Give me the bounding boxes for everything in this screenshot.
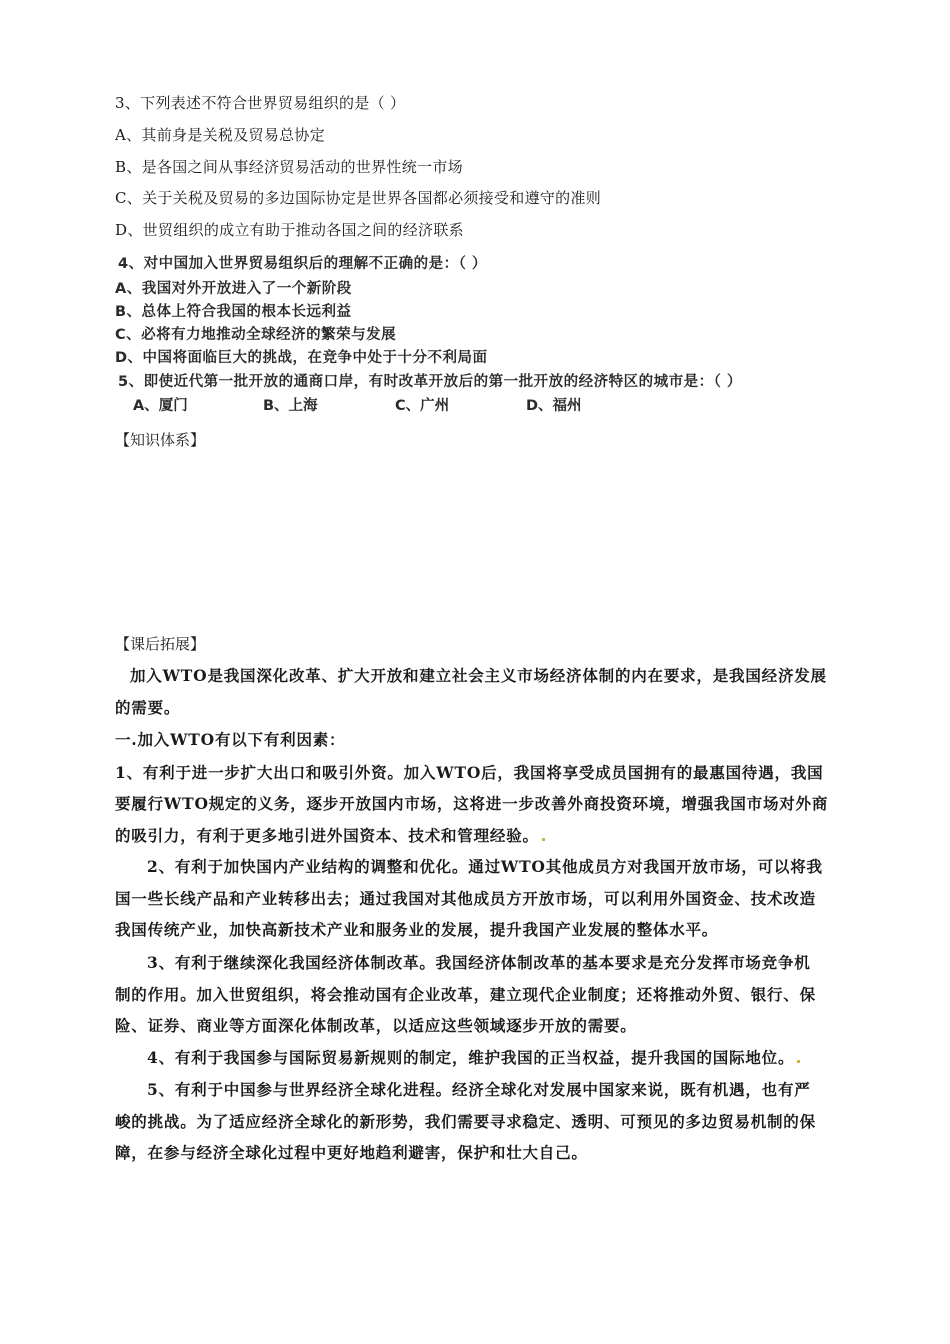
extension-point-1-line: 要履行WTO规定的义务，逐步开放国内市场，这将进一步改善外商投资环境，增强我国市场对外商 xyxy=(115,794,829,813)
question-3-option-c: C、关于关税及贸易的多边国际协定是世界各国都必须接受和遵守的准则 xyxy=(115,189,602,207)
question-3-option-a: A、其前身是关税及贸易总协定 xyxy=(115,126,326,144)
extension-point-2-line: 我国传统产业，加快高新技术产业和服务业的发展，提升我国产业发展的整体水平。 xyxy=(115,920,719,939)
extension-point-3-line: 险、证券、商业等方面深化体制改革，以适应这些领域逐步开放的需要。 xyxy=(115,1016,637,1035)
question-5-option-a: A、厦门 xyxy=(133,398,188,414)
question-4-stem: 4、对中国加入世界贸易组织后的理解不正确的是：（ ） xyxy=(118,256,487,272)
mark-dot xyxy=(542,838,545,841)
extension-point-4-line: 4、有利于我国参与国际贸易新规则的制定，维护我国的正当权益，提升我国的国际地位。 xyxy=(147,1046,800,1068)
question-4-option-a: A、我国对外开放进入了一个新阶段 xyxy=(115,281,352,297)
question-3-stem: 3、下列表述不符合世界贸易组织的是（ ） xyxy=(115,94,406,112)
extension-heading: 【课后拓展】 xyxy=(115,635,206,653)
extension-point-5-line: 峻的挑战。为了适应经济全球化的新形势，我们需要寻求稳定、透明、可预见的多边贸易机制的保 xyxy=(115,1112,816,1131)
question-4-option-c: C、必将有力地推动全球经济的繁荣与发展 xyxy=(115,327,397,343)
extension-paragraph-line: 的需要。 xyxy=(115,698,181,717)
extension-point-2-line: 国一些长线产品和产业转移出去；通过我国对其他成员方开放市场，可以利用外国资金、技术改造 xyxy=(115,889,816,908)
extension-point-1-line: 的吸引力，有利于更多地引进外国资本、技术和管理经验。 xyxy=(115,824,545,846)
extension-paragraph-line: 加入WTO是我国深化改革、扩大开放和建立社会主义市场经济体制的内在要求，是我国经济发展 xyxy=(130,666,827,685)
extension-point-5-line: 5、有利于中国参与世界经济全球化进程。经济全球化对发展中国家来说，既有机遇，也有严 xyxy=(147,1080,811,1099)
extension-subheading: 一.加入WTO有以下有利因素： xyxy=(115,730,346,749)
question-3-option-b: B、是各国之间从事经济贸易活动的世界性统一市场 xyxy=(115,158,463,176)
question-5-stem: 5、即使近代第一批开放的通商口岸，有时改革开放后的第一批开放的经济特区的城市是：（ ） xyxy=(118,374,742,390)
question-4-option-b: B、总体上符合我国的根本长远利益 xyxy=(115,304,352,320)
question-4-option-d: D、中国将面临巨大的挑战，在竞争中处于十分不利局面 xyxy=(115,350,488,366)
knowledge-system-heading: 【知识体系】 xyxy=(115,431,206,449)
extension-point-1-line: 1、有利于进一步扩大出口和吸引外资。加入WTO后，我国将享受成员国拥有的最惠国待遇，我国 xyxy=(115,763,824,782)
question-3-option-d: D、世贸组织的成立有助于推动各国之间的经济联系 xyxy=(115,221,464,239)
extension-point-3-line: 制的作用。加入世贸组织，将会推动国有企业改革，建立现代企业制度；还将推动外贸、银行、保 xyxy=(115,985,816,1004)
question-5-option-b: B、上海 xyxy=(263,398,318,414)
question-5-option-d: D、福州 xyxy=(526,398,582,414)
mark-dot xyxy=(797,1060,800,1063)
question-5-option-c: C、广州 xyxy=(395,398,450,414)
extension-point-5-line: 障，在参与经济全球化过程中更好地趋利避害，保护和壮大自己。 xyxy=(115,1143,588,1162)
extension-point-2-line: 2、有利于加快国内产业结构的调整和优化。通过WTO其他成员方对我国开放市场，可以将我 xyxy=(147,857,823,876)
extension-point-3-line: 3、有利于继续深化我国经济体制改革。我国经济体制改革的基本要求是充分发挥市场竞争机 xyxy=(147,953,811,972)
